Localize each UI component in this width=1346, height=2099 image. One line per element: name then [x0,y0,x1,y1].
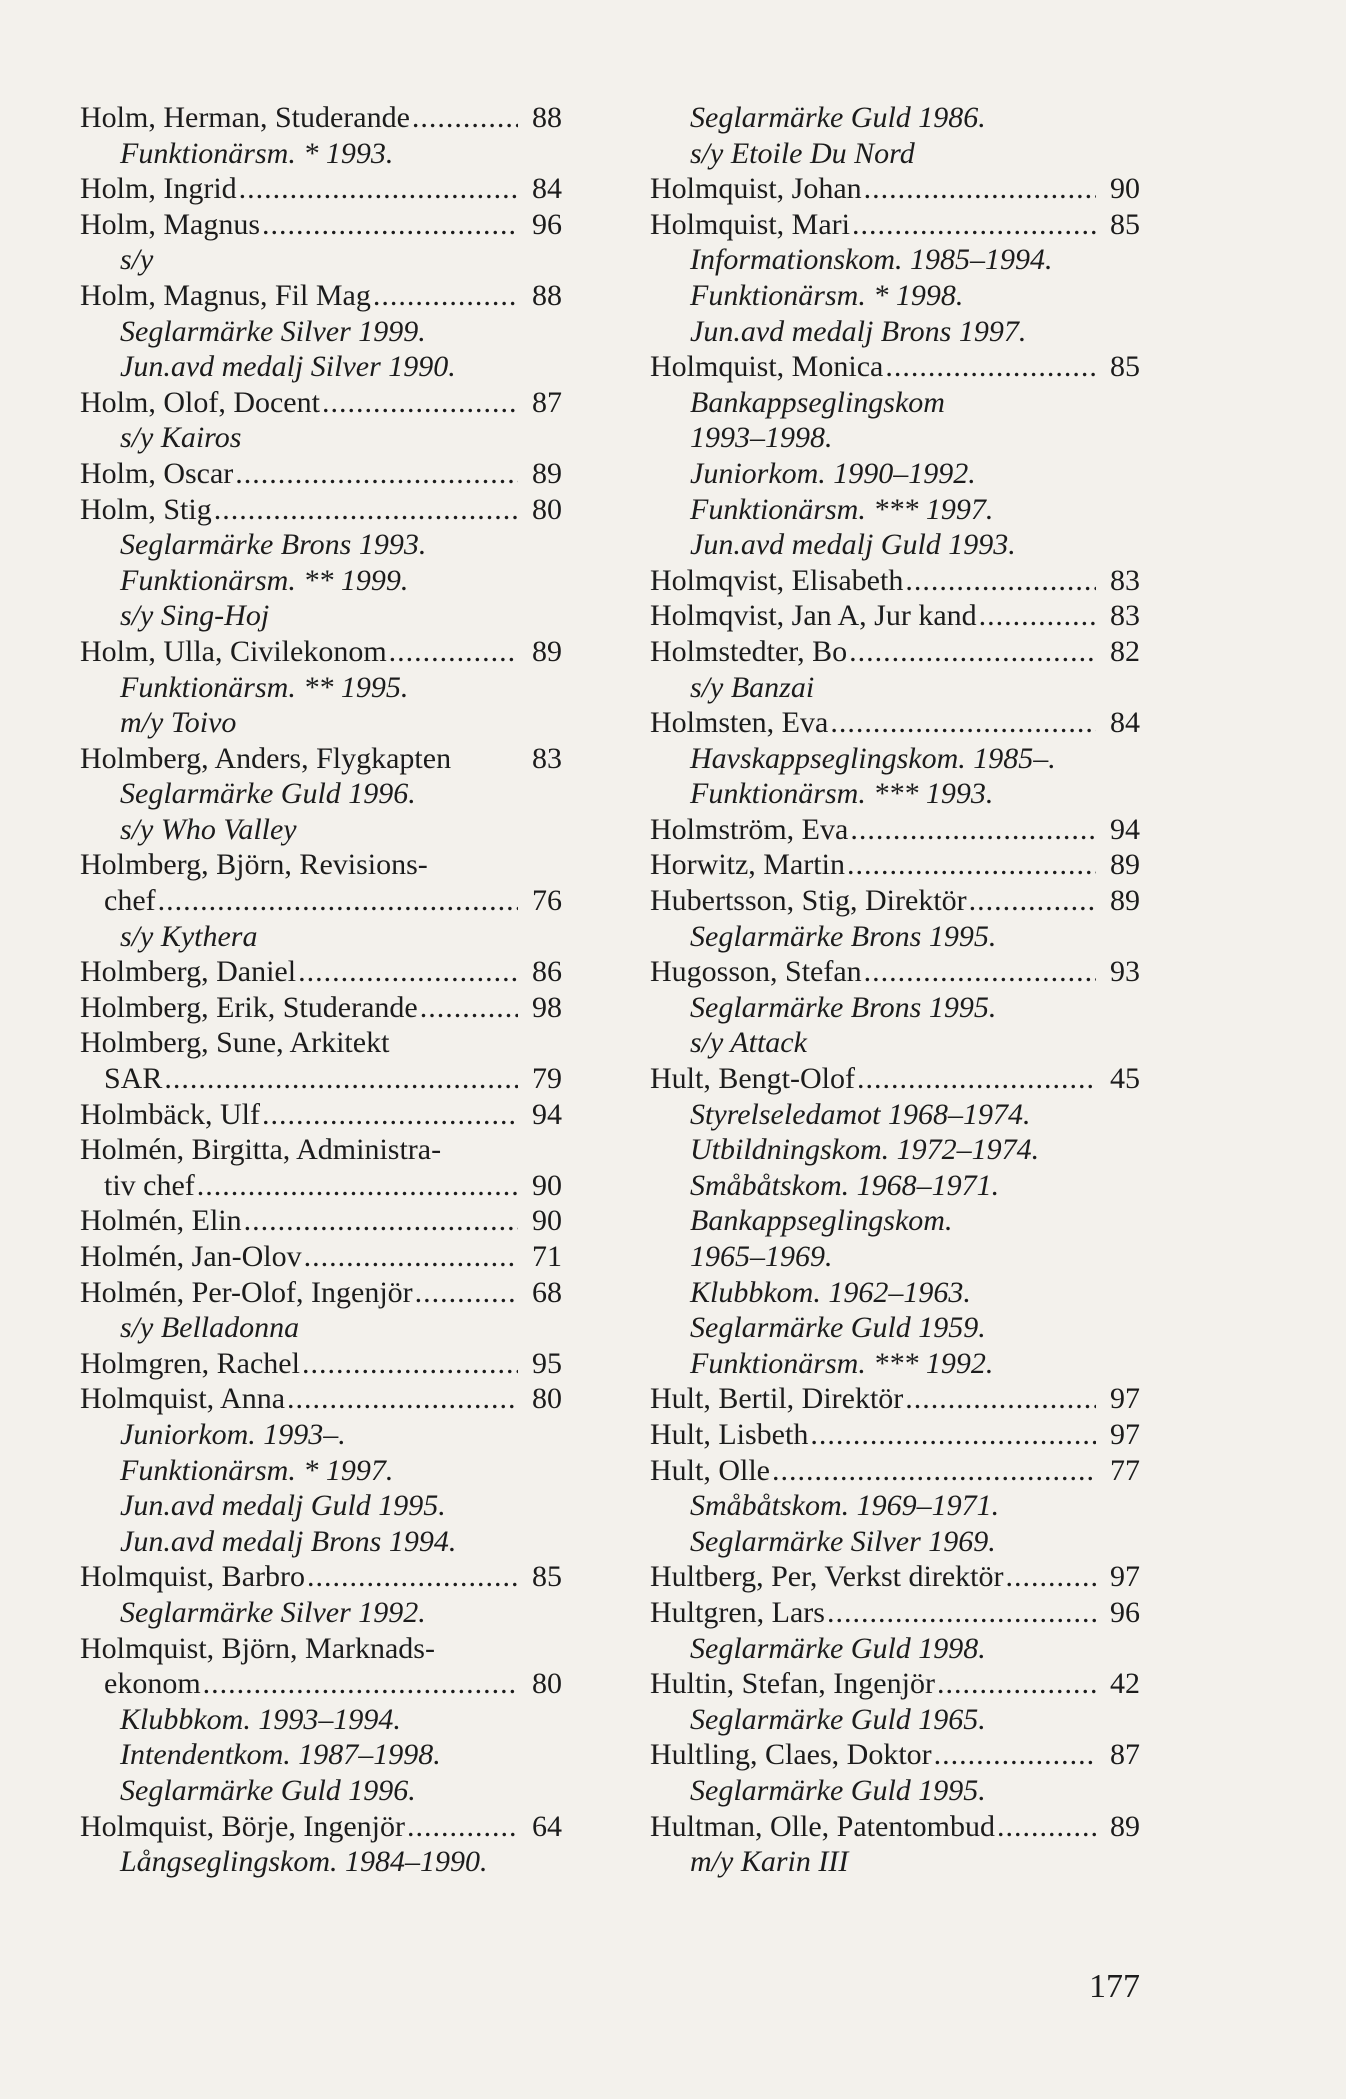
entry-name: Hultman, Olle, Patentombud [650,1809,995,1843]
entry-name: Holmberg, Anders, Flygkapten [80,741,452,775]
entry-name: Holmquist, Johan [650,172,862,206]
dot-leader [772,1453,1096,1489]
dot-leader [864,954,1096,990]
entry-name: Holmstedter, Bo [650,634,848,668]
entry-page-number: 42 [1110,1667,1140,1701]
dot-leader [864,171,1096,207]
index-entry-continuation [80,1168,562,1204]
entry-note: s/y Banzai [690,670,815,704]
index-entry [650,634,1140,670]
index-column-right [650,100,1140,1880]
dot-leader [830,705,1096,741]
entry-note: Småbåtskom. 1968–1971. [690,1168,1000,1202]
entry-name: Holmqvist, Jan A, Jur kand [650,599,977,633]
entry-page-number: 71 [532,1240,562,1273]
dot-leader [810,1417,1096,1453]
entry-note: s/y Belladonna [120,1311,300,1345]
entry-page-number: 97 [1110,1560,1140,1594]
entry-note: m/y Karin III [690,1845,849,1879]
entry-page-number: 89 [1110,884,1140,918]
entry-page-number: 89 [1110,848,1140,882]
dot-leader [420,990,518,1026]
index-entry [80,1809,562,1845]
entry-note: Juniorkom. 1993–. [120,1417,346,1451]
entry-page-number: 89 [532,456,562,490]
entry-note: Klubbkom. 1962–1963. [690,1275,971,1309]
dot-leader [969,883,1096,919]
entry-note: Klubbkom. 1993–1994. [120,1702,401,1736]
entry-page-number: 96 [1110,1595,1140,1629]
entry-name: Holm, Oscar [80,456,234,490]
index-entry-continuation [80,1061,562,1097]
dot-leader [412,100,518,136]
entry-note: s/y [120,243,154,277]
dot-leader [307,1559,518,1595]
entry-page-number: 83 [1110,563,1140,597]
entry-note: Jun.avd medalj Guld 1993. [690,528,1016,562]
entry-note: Informationskom. 1985–1994. [690,243,1053,277]
dot-leader [997,1809,1096,1845]
dot-leader [852,207,1096,243]
entry-page-number: 90 [1110,172,1140,206]
index-entry [80,1203,562,1239]
dot-leader [203,1666,518,1702]
index-entry [80,634,562,670]
dot-leader [304,1239,518,1275]
index-entry [650,705,1140,741]
entry-name: Hult, Olle [650,1453,770,1487]
entry-note: Jun.avd medalj Brons 1997. [690,314,1027,348]
entry-note: Bankappseglingskom. [690,1204,953,1238]
entry-note: Jun.avd medalj Silver 1990. [120,350,456,384]
index-entry [650,883,1140,919]
dot-leader [415,1275,518,1311]
entry-name: Hultin, Stefan, Ingenjör [650,1667,935,1701]
entry-name: Holm, Olof, Docent [80,385,320,419]
entry-page-number: 94 [532,1097,562,1131]
page-number: 177 [1089,1968,1140,2005]
entry-note: Seglarmärke Guld 1965. [690,1702,986,1736]
entry-page-number: 82 [1110,634,1140,668]
entry-page-number: 80 [532,1382,562,1416]
dot-leader [389,634,518,670]
dot-leader [847,847,1096,883]
entry-name: Hultberg, Per, Verkst direktör [650,1560,1004,1594]
entry-name: Holmquist, Monica [650,350,884,384]
entry-name: Holm, Ulla, Civilekonom [80,634,387,668]
entry-page-number: 84 [1110,706,1140,740]
index-entry [80,741,562,777]
entry-name: Holmquist, Börje, Ingenjör [80,1809,405,1843]
entry-page-number: 68 [532,1275,562,1309]
index-entry [80,492,562,528]
entry-page-number: 94 [1110,812,1140,846]
index-entry [80,1346,562,1382]
index-entry [80,1559,562,1595]
entry-note: Bankappseglingskom [690,385,945,419]
entry-note: Seglarmärke Guld 1986. [690,101,986,134]
entry-name: Holmén, Jan-Olov [80,1240,302,1273]
index-entry-name-line: Holmberg, Sune, Arkitekt [80,1026,390,1060]
entry-page-number: 98 [532,990,562,1024]
entry-page-number: 95 [532,1346,562,1380]
entry-page-number: 76 [532,884,562,918]
entry-name: Holmquist, Mari [650,207,850,241]
entry-note: Seglarmärke Silver 1969. [690,1524,996,1558]
index-entry [650,1453,1140,1489]
entry-page-number: 88 [532,101,562,134]
entry-note: Funktionärsm. * 1998. [690,278,964,312]
entry-note: Havskappseglingskom. 1985–. [690,741,1056,775]
dot-leader [827,1595,1096,1631]
entry-note: Jun.avd medalj Brons 1994. [120,1524,457,1558]
entry-note: 1965–1969. [690,1240,833,1273]
index-entry [80,385,562,421]
dot-leader [885,349,1096,385]
entry-name: Holmbäck, Ulf [80,1097,260,1131]
entry-name: Holm, Stig [80,492,212,526]
entry-note: m/y Toivo [120,706,237,740]
index-entry [650,1559,1140,1595]
dot-leader [239,171,518,207]
entry-note: Funktionärsm. * 1993. [120,136,394,170]
index-entry [80,456,562,492]
entry-note: 1993–1998. [690,421,833,455]
entry-note: Seglarmärke Guld 1996. [120,1773,416,1807]
entry-note: Intendentkom. 1987–1998. [120,1738,441,1772]
index-entry [650,1061,1140,1097]
index-column-left [80,100,562,1880]
entry-note: Seglarmärke Guld 1998. [690,1631,986,1665]
entry-name: Holmquist, Anna [80,1382,286,1416]
index-entry-name-line: Holmquist, Björn, Marknads- [80,1631,435,1665]
entry-page-number: 93 [1110,955,1140,989]
dot-leader [158,883,518,919]
entry-page-number: 87 [532,385,562,419]
entry-page-number: 45 [1110,1062,1140,1096]
entry-name: chef [104,884,156,918]
entry-page-number: 85 [1110,207,1140,241]
entry-note: Seglarmärke Guld 1959. [690,1311,986,1345]
dot-leader [373,278,518,314]
entry-page-number: 83 [532,741,562,775]
entry-note: s/y Etoile Du Nord [690,136,915,170]
entry-note: Långseglingskom. 1984–1990. [120,1845,488,1879]
entry-note: Juniorkom. 1990–1992. [690,456,976,490]
dot-leader [287,1381,518,1417]
index-entry-name-line: Holmén, Birgitta, Administra- [80,1133,442,1167]
index-entry [80,1239,562,1275]
entry-page-number: 84 [532,172,562,206]
dot-leader [235,456,518,492]
entry-name: tiv chef [104,1168,195,1202]
dot-leader [214,492,518,528]
entry-name: Holmén, Elin [80,1204,242,1238]
entry-name: Holm, Magnus [80,207,260,241]
entry-name: Hult, Bengt-Olof [650,1062,855,1096]
index-entry [650,1595,1140,1631]
entry-note: Funktionärsm. ** 1995. [120,670,409,704]
dot-leader [1005,1559,1096,1595]
index-entry [650,1737,1140,1773]
entry-note: Funktionärsm. ** 1999. [120,563,409,597]
dot-leader [979,598,1096,634]
index-entry [80,100,562,136]
entry-name: Holm, Herman, Studerande [80,101,410,134]
entry-note: Jun.avd medalj Guld 1995. [120,1489,446,1523]
entry-name: Holm, Ingrid [80,172,237,206]
entry-page-number: 96 [532,207,562,241]
entry-note: Seglarmärke Guld 1996. [120,777,416,811]
dot-leader [197,1168,518,1204]
entry-name: ekonom [104,1667,201,1701]
entry-note: Styrelseledamot 1968–1974. [690,1097,1031,1131]
entry-note: Seglarmärke Brons 1995. [690,919,997,953]
index-entry [80,990,562,1026]
entry-page-number: 85 [532,1560,562,1594]
entry-page-number: 80 [532,492,562,526]
entry-note: Seglarmärke Silver 1992. [120,1595,426,1629]
entry-note: Funktionärsm. *** 1992. [690,1346,994,1380]
entry-note: s/y Who Valley [120,812,297,846]
index-entry [650,1809,1140,1845]
dot-leader [262,1097,518,1133]
index-entry [650,1381,1140,1417]
entry-name: Holmquist, Barbro [80,1560,305,1594]
entry-page-number: 77 [1110,1453,1140,1487]
entry-page-number: 85 [1110,350,1140,384]
dot-leader [322,385,518,421]
entry-name: Holmström, Eva [650,812,849,846]
index-entry [650,847,1140,883]
entry-note: s/y Kairos [120,421,242,455]
entry-page-number: 79 [532,1062,562,1096]
index-entry [650,171,1140,207]
entry-name: Hult, Bertil, Direktör [650,1382,904,1416]
entry-name: Holmberg, Erik, Studerande [80,990,418,1024]
entry-name: SAR [104,1062,163,1096]
entry-page-number: 64 [532,1809,562,1843]
entry-note: s/y Attack [690,1026,807,1060]
entry-name: Hubertsson, Stig, Direktör [650,884,967,918]
entry-page-number: 89 [1110,1809,1140,1843]
entry-page-number: 97 [1110,1417,1140,1451]
entry-page-number: 86 [532,955,562,989]
entry-name: Holmqvist, Elisabeth [650,563,904,597]
dot-leader [407,1809,518,1845]
dot-leader [905,563,1096,599]
dot-leader [244,1203,518,1239]
dot-leader [937,1666,1096,1702]
entry-name: Holmsten, Eva [650,706,829,740]
entry-page-number: 90 [532,1204,562,1238]
dot-leader [302,1346,518,1382]
entry-name: Hultling, Claes, Doktor [650,1738,932,1772]
index-entry [80,1275,562,1311]
entry-name: Holm, Magnus, Fil Mag [80,278,371,312]
index-entry [80,954,562,990]
index-entry [650,1666,1140,1702]
entry-note: Småbåtskom. 1969–1971. [690,1489,1000,1523]
dot-leader [934,1737,1096,1773]
index-entry [80,278,562,314]
dot-leader [298,954,518,990]
entry-page-number: 97 [1110,1382,1140,1416]
entry-note: s/y Sing-Hoj [120,599,270,633]
index-entry [80,1097,562,1133]
entry-page-number: 90 [532,1168,562,1202]
entry-note: Seglarmärke Silver 1999. [120,314,426,348]
entry-name: Hultgren, Lars [650,1595,825,1629]
index-entry-continuation [80,883,562,919]
entry-note: Funktionärsm. *** 1997. [690,492,994,526]
entry-page-number: 89 [532,634,562,668]
index-entry [650,207,1140,243]
dot-leader [905,1381,1096,1417]
entry-note: s/y Kythera [120,919,258,953]
entry-note: Seglarmärke Brons 1993. [120,528,427,562]
index-entry [650,563,1140,599]
entry-note: Utbildningskom. 1972–1974. [690,1133,1040,1167]
entry-name: Holmberg, Daniel [80,955,297,989]
entry-note: Funktionärsm. * 1997. [120,1453,394,1487]
entry-name: Holmén, Per-Olof, Ingenjör [80,1275,413,1309]
dot-leader [849,634,1096,670]
index-entry [650,812,1140,848]
index-entry-name-line: Holmberg, Björn, Revisions- [80,848,428,882]
index-entry [80,1381,562,1417]
dot-leader [164,1061,518,1097]
entry-page-number: 80 [532,1667,562,1701]
index-entry-continuation [80,1666,562,1702]
index-entry [650,1417,1140,1453]
dot-leader [262,207,518,243]
entry-note: Seglarmärke Brons 1995. [690,990,997,1024]
entry-name: Hult, Lisbeth [650,1417,809,1451]
entry-page-number: 87 [1110,1738,1140,1772]
entry-page-number: 88 [532,278,562,312]
index-entry [80,171,562,207]
entry-name: Holmgren, Rachel [80,1346,300,1380]
dot-leader [857,1061,1096,1097]
entry-page-number: 83 [1110,599,1140,633]
entry-note: Seglarmärke Guld 1995. [690,1773,986,1807]
index-entry [80,207,562,243]
dot-leader [850,812,1096,848]
index-entry [650,954,1140,990]
index-entry [650,598,1140,634]
entry-name: Horwitz, Martin [650,848,845,882]
entry-name: Hugosson, Stefan [650,955,862,989]
entry-note: Funktionärsm. *** 1993. [690,777,994,811]
index-entry [650,349,1140,385]
